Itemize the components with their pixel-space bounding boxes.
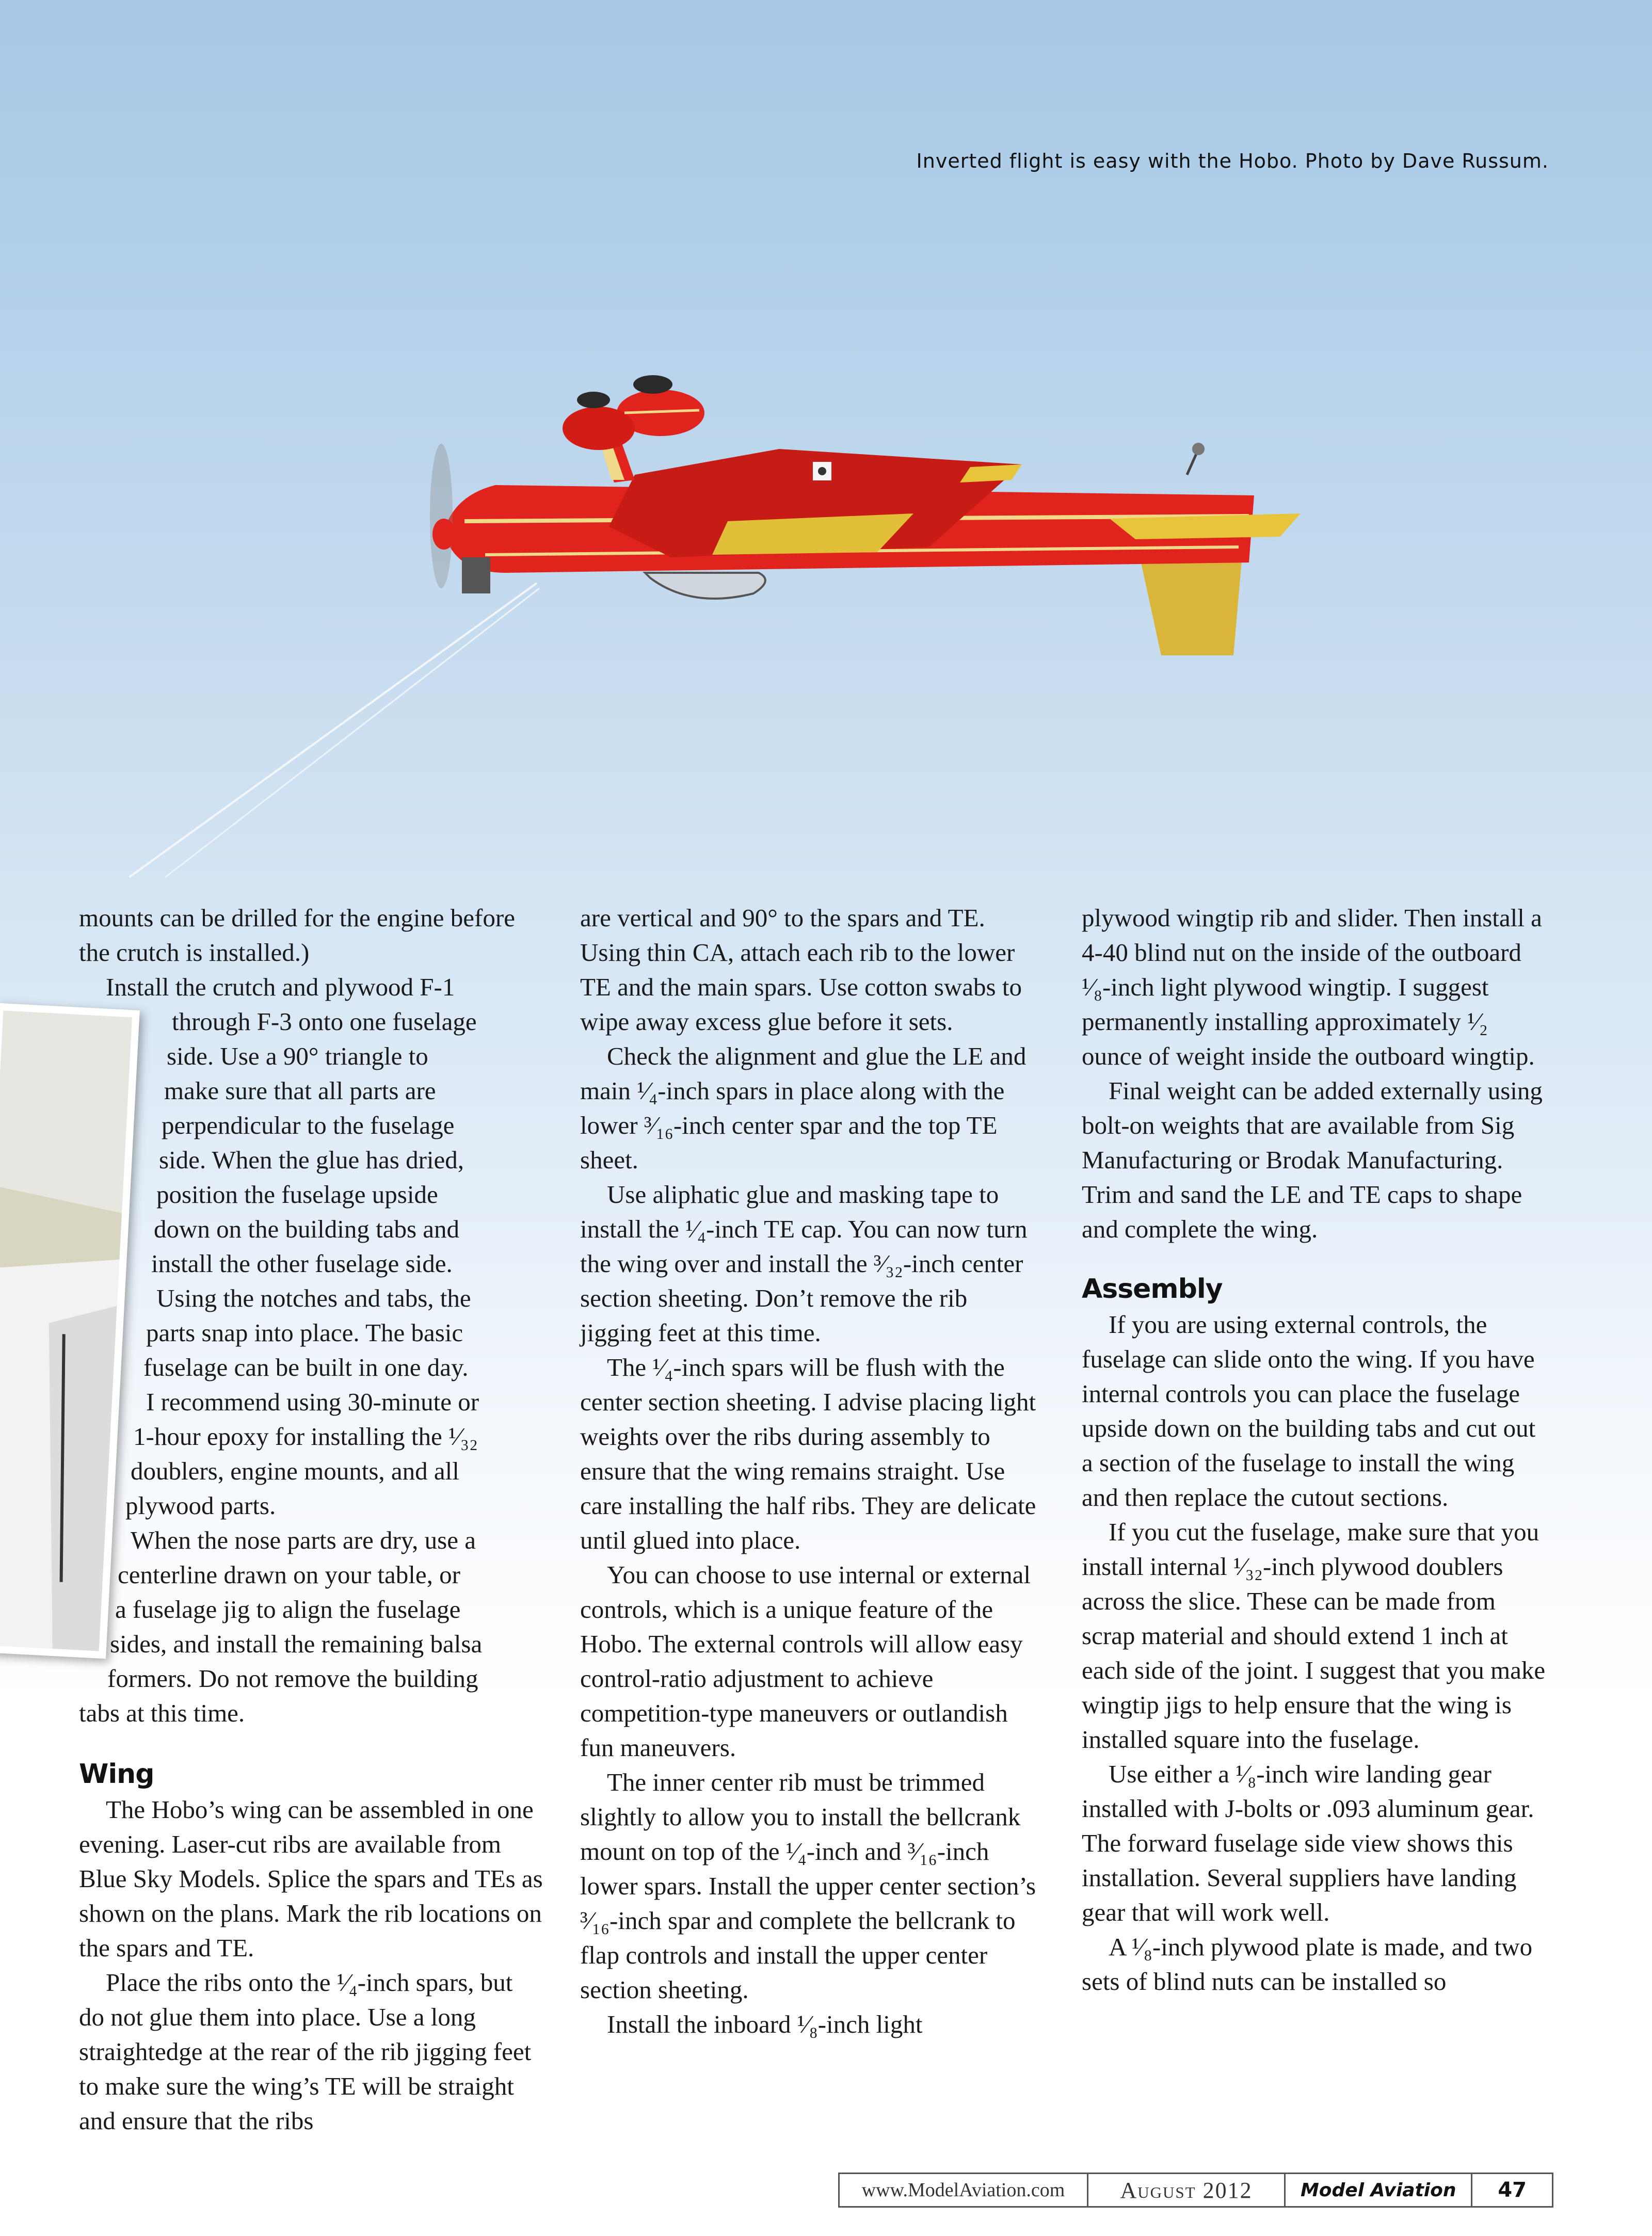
paragraph: Use aliphatic glue and masking tape to install the ¹⁄₄-inch TE cap. You can now turn the wing over and install the ³⁄₃₂-inch center section sheeting. Don’t remove the rib jigging feet at this time. xyxy=(580,1180,1028,1347)
text-line: parts snap into place. The basic xyxy=(146,1318,463,1347)
paragraph: Install the inboard ¹⁄₈-inch light xyxy=(607,2010,923,2038)
paragraph: mounts can be drilled for the engine before the crutch is installed.) xyxy=(79,904,515,967)
propeller-disc xyxy=(430,444,453,588)
text-column-3 xyxy=(1082,900,1546,1999)
text-line: Using the notches and tabs, the xyxy=(156,1284,471,1312)
paragraph: A ¹⁄₈-inch plywood plate is made, and two sets of blind nuts can be installed so xyxy=(1082,1933,1533,1996)
text-line: install the other fuselage side. xyxy=(151,1249,453,1278)
paragraph: Final weight can be added externally using bolt-on weights that are available from Sig Manufacturing or Brodak Manufacturing. Trim and sand the LE and TE caps to shape and complete the wing. xyxy=(1082,1076,1543,1243)
text-line: perpendicular to the fuselage xyxy=(162,1111,455,1139)
text-line: centerline drawn on your table, or xyxy=(118,1561,460,1589)
antenna-ball xyxy=(1192,443,1205,455)
aircraft-photo xyxy=(0,0,1652,903)
text-line: through F-3 onto one fuselage xyxy=(172,1007,477,1036)
text-line: formers. Do not remove the building xyxy=(107,1664,478,1693)
wheel xyxy=(577,392,610,408)
wheel xyxy=(633,375,672,394)
control-line xyxy=(165,588,539,877)
text-line: down on the building tabs and xyxy=(154,1215,460,1243)
paragraph: The Hobo’s wing can be assembled in one evening. Laser-cut ribs are available from Blue Sky Models. Splice the spars and TEs as shown on the plans. Mark the rib locations on the spars and TE. xyxy=(79,1795,543,1962)
page-number: 47 xyxy=(1498,2178,1527,2202)
canopy xyxy=(645,573,765,599)
engine xyxy=(462,557,490,593)
section-heading-wing: Wing xyxy=(79,1759,154,1790)
paragraph: If you are using external controls, the fuselage can slide onto the wing. If you have internal controls you can place the fuselage upside down on the building tabs and cut out a section of the fuselage to install the wing and then replace the cutout sections. xyxy=(1082,1310,1536,1511)
text-line: fuselage can be built in one day. xyxy=(143,1353,469,1381)
paragraph: Use either a ¹⁄₈-inch wire landing gear installed with J-bolts or .093 aluminum gear. The forward fuselage side view shows this installation. Several suppliers have landing gear that will work well. xyxy=(1082,1760,1534,1926)
text-column-1 xyxy=(79,900,543,2138)
paragraph: The ¹⁄₄-inch spars will be flush with the center section sheeting. I advise placing light weights over the ribs during assembly to ensure that the wing remains straight. Use care installing the half ribs. They are delicate until glued into place. xyxy=(580,1353,1036,1554)
page-footer xyxy=(838,2173,1553,2208)
paragraph: Install the crutch and plywood F-1 xyxy=(106,973,455,1001)
wheel-pant xyxy=(563,407,635,450)
text-line: side. Use a 90° triangle to xyxy=(167,1042,428,1070)
text-line: sides, and install the remaining balsa xyxy=(110,1630,483,1658)
text-line: side. When the glue has dried, xyxy=(159,1146,464,1174)
wrapped-paragraph xyxy=(79,1004,543,1730)
footer-url: www.ModelAviation.com xyxy=(840,2174,1088,2206)
paragraph: The inner center rib must be trimmed slightly to allow you to install the bellcrank mount on top of the ¹⁄₄-inch and ³⁄₁₆-inch lower spars. Install the upper center section’s ³⁄₁₆-inch spar and complete the bellcrank to flap controls and install the upper center section sheeting. xyxy=(580,1768,1036,2004)
text-column-2 xyxy=(580,900,1045,2041)
text-line: I recommend using 30-minute or xyxy=(146,1388,479,1416)
footer-date: August 2012 xyxy=(1088,2174,1286,2206)
text-line: position the fuselage upside xyxy=(156,1180,438,1209)
text-line: 1-hour epoxy for installing the ¹⁄₃₂ xyxy=(133,1422,478,1451)
paragraph: plywood wingtip rib and slider. Then install a 4-40 blind nut on the inside of the outboard ¹⁄₈-inch light plywood wingtip. I suggest permanently installing approximately ¹⁄₂ ounce of weight inside the outboard wingtip. xyxy=(1082,904,1542,1070)
section-heading-assembly: Assembly xyxy=(1082,1274,1223,1305)
paragraph: You can choose to use internal or external controls, which is a unique feature of the Hobo. The external controls will allow easy control-ratio adjustment to achieve competition-type maneuvers or outlandish fun maneuvers. xyxy=(580,1561,1031,1762)
footer-magazine: Model Aviation xyxy=(1286,2174,1472,2206)
control-line xyxy=(129,583,537,877)
photo-caption: Inverted flight is easy with the Hobo. Photo by Dave Russum. xyxy=(916,150,1549,172)
paragraph: Place the ribs onto the ¹⁄₄-inch spars, but do not glue them into place. Use a long straightedge at the rear of the rib jigging feet to make sure the wing’s TE will be straight and ensure that the ribs xyxy=(79,1968,532,2135)
text-line: When the nose parts are dry, use a xyxy=(131,1526,476,1554)
paragraph: Check the alignment and glue the LE and main ¹⁄₄-inch spars in place along with the lower ³⁄₁₆-inch center spar and the top TE sheet. xyxy=(580,1042,1027,1174)
text-line: doublers, engine mounts, and all xyxy=(131,1457,459,1485)
text-line: plywood parts. xyxy=(125,1491,276,1520)
text-line: a fuselage jig to align the fuselage xyxy=(115,1595,461,1623)
text-line: make sure that all parts are xyxy=(164,1076,436,1105)
paragraph: are vertical and 90° to the spars and TE. Using thin CA, attach each rib to the lower TE and the main spars. Use cotton swabs to wipe away excess glue before it sets. xyxy=(580,904,1022,1036)
paragraph: If you cut the fuselage, make sure that you install internal ¹⁄₃₂-inch plywood doublers across the slice. These can be made from scrap material and should extend 1 inch at each side of the joint. I suggest that you make wingtip jigs to help ensure that the wing is installed square into the fuselage. xyxy=(1082,1518,1546,1754)
text-line: tabs at this time. xyxy=(79,1699,245,1727)
spinner xyxy=(432,519,455,550)
